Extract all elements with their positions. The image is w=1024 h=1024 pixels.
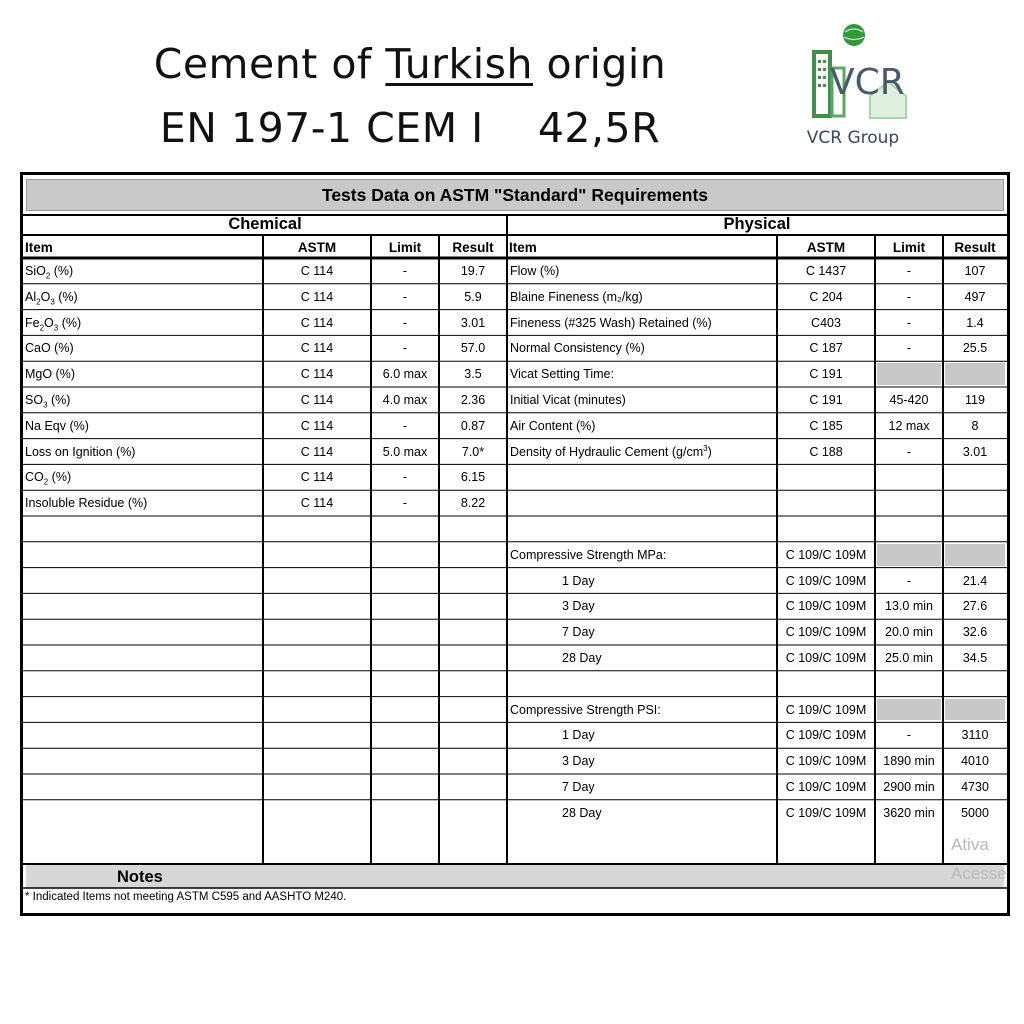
physical-result: 497 (964, 289, 986, 304)
physical-limit: - (906, 341, 912, 356)
chemical-astm: C 114 (300, 393, 334, 407)
physical-limit: - (906, 573, 912, 588)
physical-item: 7 Day (562, 780, 595, 794)
shaded-cell (945, 544, 1005, 566)
physical-item: Compressive Strength MPa: (510, 547, 667, 562)
table-grid (23, 175, 1007, 915)
physical-item: Compressive Strength PSI: (510, 702, 661, 717)
physical-astm: C403 (811, 315, 841, 330)
shaded-cell (945, 699, 1005, 721)
physical-astm: C 188 (809, 444, 843, 459)
physical-item: 28 Day (562, 651, 602, 665)
chemical-col-result: Result (452, 240, 494, 255)
notes-band (26, 864, 1004, 888)
physical-limit: 13.0 min (885, 599, 933, 614)
physical-limit: - (906, 728, 912, 743)
physical-item: Normal Consistency (%) (510, 341, 645, 356)
shaded-cell (877, 363, 941, 385)
chemical-item: Loss on Ignition (%) (25, 444, 136, 459)
chemical-limit: - (402, 418, 408, 433)
physical-item: 3 Day (562, 599, 595, 614)
physical-astm: C 109/C 109M (785, 599, 867, 614)
chemical-limit: - (402, 315, 408, 330)
chemical-result: 57.0 (460, 341, 486, 356)
physical-limit: 2900 min (883, 780, 935, 794)
chemical-result: 5.9 (464, 289, 482, 304)
physical-item: Blaine Fineness (m₂/kg) (510, 289, 643, 304)
chemical-astm: C 114 (300, 496, 334, 511)
physical-result: 4730 (961, 780, 989, 794)
physical-col-item: Item (509, 240, 537, 255)
physical-col-limit: Limit (892, 240, 926, 255)
chemical-limit: - (402, 289, 408, 304)
physical-result: 27.6 (962, 599, 988, 614)
chemical-limit: - (402, 341, 408, 356)
chemical-astm: C 114 (300, 315, 334, 330)
physical-astm: C 187 (809, 341, 843, 356)
physical-result: 3110 (961, 728, 989, 743)
physical-astm: C 185 (809, 418, 843, 433)
physical-astm: C 109/C 109M (785, 754, 867, 769)
watermark-line-2: Acesse (951, 864, 1007, 883)
physical-astm: C 191 (809, 393, 843, 407)
physical-astm: C 109/C 109M (785, 780, 867, 794)
logo-text: VCR Group (806, 128, 900, 148)
chemical-item: MgO (%) (25, 367, 75, 382)
table-title: Tests Data on ASTM "Standard" Requirements (26, 179, 1004, 211)
title-line-1 (0, 40, 820, 88)
physical-item: 1 Day (562, 728, 595, 743)
physical-astm: C 109/C 109M (785, 625, 867, 640)
footnote: * Indicated Items not meeting ASTM C595 and AASHTO M240. (25, 891, 347, 903)
physical-limit: - (906, 315, 912, 330)
chemical-result: 8.22 (460, 496, 486, 511)
physical-astm: C 109/C 109M (785, 728, 867, 743)
watermark-line-1: Ativa (951, 835, 989, 854)
physical-limit: 12 max (888, 418, 930, 433)
chemical-limit: - (402, 470, 408, 485)
physical-result: 32.6 (962, 625, 988, 640)
chemical-col-item: Item (25, 240, 53, 255)
physical-col-astm: ASTM (806, 240, 846, 255)
physical-astm: C 109/C 109M (785, 547, 867, 562)
chemical-result: 2.36 (460, 393, 486, 407)
shaded-cell (945, 363, 1005, 385)
chemical-astm: C 114 (300, 418, 334, 433)
chemical-result: 3.01 (460, 315, 486, 330)
notes-title: Notes (117, 868, 163, 886)
chemical-item: CaO (%) (25, 341, 74, 356)
physical-astm: C 109/C 109M (785, 702, 867, 717)
physical-item: Fineness (#325 Wash) Retained (%) (510, 315, 712, 330)
chemical-limit: - (402, 496, 408, 511)
physical-astm: C 109/C 109M (785, 805, 867, 820)
chemical-astm: C 114 (300, 367, 334, 382)
chemical-limit: 6.0 max (382, 367, 428, 382)
logo-letters: VCR (830, 62, 905, 103)
physical-astm: C 204 (809, 289, 843, 304)
title-suffix: origin (533, 40, 667, 88)
shaded-cell (877, 699, 941, 721)
chemical-result: 6.15 (460, 470, 486, 485)
chemical-col-astm: ASTM (297, 240, 337, 255)
physical-result: 34.5 (962, 651, 988, 665)
physical-item: 3 Day (562, 754, 595, 769)
physical-limit: 1890 min (883, 754, 935, 769)
section-physical: Physical (723, 215, 791, 233)
title-prefix: Cement of (153, 40, 386, 88)
physical-result: 107 (964, 264, 986, 278)
chemical-limit: 5.0 max (382, 444, 428, 459)
chemical-item: Na Eqv (%) (25, 418, 89, 433)
physical-result: 8 (971, 418, 979, 433)
chemical-astm: C 114 (300, 444, 334, 459)
physical-item: 28 Day (562, 805, 602, 820)
physical-astm: C 109/C 109M (785, 651, 867, 665)
physical-item: 7 Day (562, 625, 595, 640)
physical-result: 21.4 (962, 573, 988, 588)
shaded-cell (877, 544, 941, 566)
chemical-item: $CO_2$ (%) (25, 470, 72, 487)
physical-result: 5000 (961, 805, 989, 820)
chemical-item: Insoluble Residue (%) (25, 496, 148, 511)
physical-result: 1.4 (966, 315, 984, 330)
physical-limit: - (906, 289, 912, 304)
title-line-2: EN 197-1 CEM I 42,5R (159, 104, 661, 152)
chemical-item: $Al_2O_3$ (%) (25, 289, 78, 307)
chemical-col-limit: Limit (388, 240, 422, 255)
physical-limit: 25.0 min (885, 651, 933, 665)
physical-limit: - (906, 444, 912, 459)
physical-limit: 20.0 min (885, 625, 933, 640)
chemical-item: $Fe_2O_3$ (%) (25, 315, 82, 333)
physical-item: Vicat Setting Time: (510, 367, 614, 382)
chemical-result: 7.0* (461, 444, 485, 459)
physical-result: 3.01 (962, 444, 988, 459)
chemical-astm: C 114 (300, 341, 334, 356)
physical-item: Air Content (%) (510, 418, 596, 433)
chemical-astm: C 114 (300, 470, 334, 485)
section-chemical: Chemical (228, 215, 302, 233)
test-data-sheet (20, 172, 1010, 916)
physical-astm: C 1437 (805, 264, 847, 278)
chemical-result: 19.7 (460, 264, 486, 278)
physical-limit: 3620 min (883, 805, 935, 820)
chemical-limit: - (402, 264, 408, 278)
physical-col-result: Result (954, 240, 996, 255)
chemical-result: 3.5 (464, 367, 482, 382)
physical-item: 1 Day (562, 573, 595, 588)
physical-result: 119 (965, 393, 985, 407)
chemical-astm: C 114 (300, 264, 334, 278)
chemical-limit: 4.0 max (382, 393, 428, 407)
physical-limit: 45-420 (889, 393, 929, 407)
physical-item: Flow (%) (510, 264, 560, 278)
chemical-astm: C 114 (300, 289, 334, 304)
title-origin-underlined: Turkish (385, 40, 534, 88)
physical-astm: C 109/C 109M (785, 573, 867, 588)
physical-result: 25.5 (962, 341, 988, 356)
physical-item: Density of Hydraulic Cement $(g/cm^3)$ (510, 443, 712, 459)
chemical-item: SiO$_2$ (%) (25, 264, 74, 281)
chemical-result: 0.87 (460, 418, 486, 433)
physical-astm: C 191 (809, 367, 843, 382)
physical-limit: - (906, 264, 912, 278)
physical-item: Initial Vicat (minutes) (510, 393, 626, 407)
chemical-item: $SO_3$ (%) (25, 393, 71, 410)
physical-result: 4010 (961, 754, 989, 769)
